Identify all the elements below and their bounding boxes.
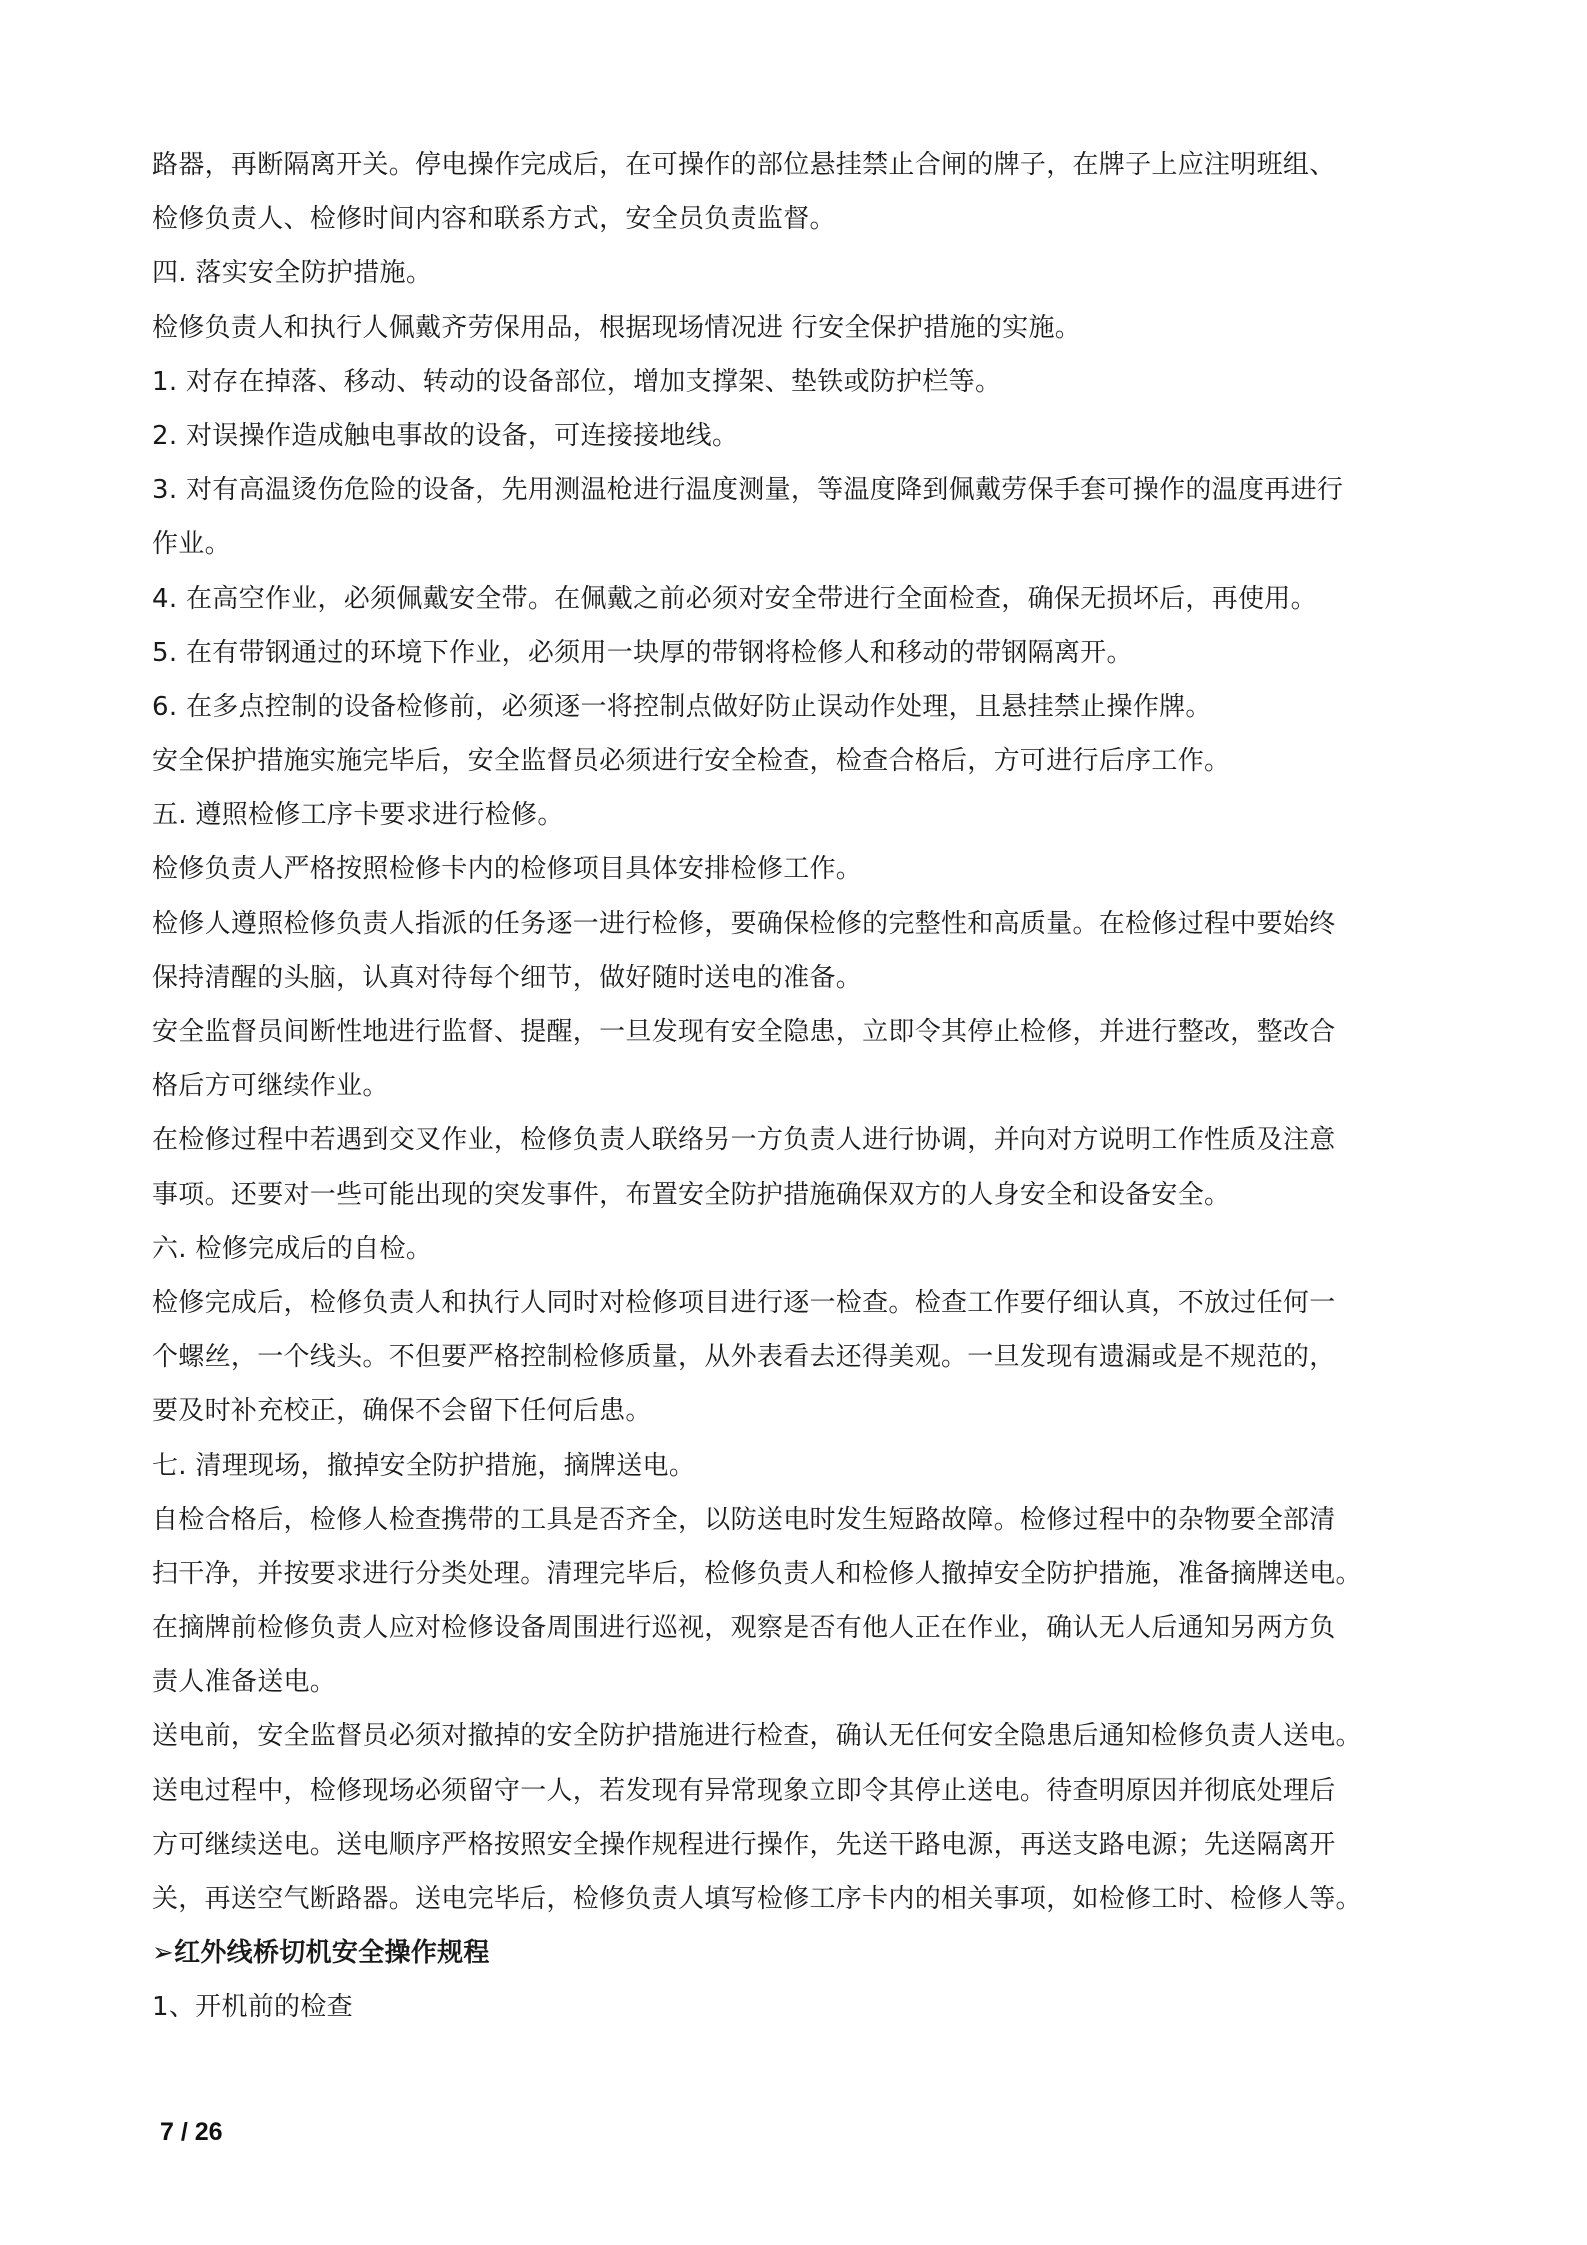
text-line-28: 在摘牌前检修负责人应对检修设备周围进行巡视，观察是否有他人正在作业，确认无人后通知另两方负: [152, 1613, 1336, 1644]
text-line-14: 检修负责人严格按照检修卡内的检修项目具体安排检修工作。: [152, 854, 863, 885]
text-line-17: 安全监督员间断性地进行监督、提醒，一旦发现有安全隐患，立即令其停止检修，并进行整改，整改合: [152, 1017, 1336, 1047]
text-line-12: 安全保护措施实施完毕后，安全监督员必须进行安全检查，检查合格后，方可进行后序工作。: [152, 746, 1231, 777]
text-line-33: 关，再送空气断路器。送电完毕后，检修负责人填写检修工序卡内的相关事项，如检修工时、检修人等。: [152, 1884, 1362, 1914]
text-line-15: 检修人遵照检修负责人指派的任务逐一进行检修，要确保检修的完整性和高质量。在检修过程中要始终: [152, 908, 1336, 939]
text-line-16: 保持清醒的头脑，认真对待每个细节，做好随时送电的准备。: [152, 962, 863, 993]
list-item-5: 5. 在有带钢通过的环境下作业，必须用一块厚的带钢将检修人和移动的带钢隔离开。: [152, 637, 1133, 668]
document-body: [152, 138, 1442, 2035]
text-line-2: 检修负责人、检修时间内容和联系方式，安全员负责监督。: [152, 204, 836, 235]
section-heading-5: 五. 遵照检修工序卡要求进行检修。: [152, 800, 564, 831]
page-number: 7 / 26: [160, 2118, 223, 2146]
text-line-1: 路器，再断隔离开关。停电操作完成后，在可操作的部位悬挂禁止合闸的牌子，在牌子上应注明班组、: [152, 150, 1336, 180]
section-heading-4: 四. 落实安全防护措施。: [152, 258, 433, 289]
chapter-heading: ➢红外线桥切机安全操作规程: [152, 1938, 490, 1969]
list-item-2: 2. 对误操作造成触电事故的设备，可连接接地线。: [152, 420, 739, 451]
text-line-32: 方可继续送电。送电顺序严格按照安全操作规程进行操作，先送干路电源，再送支路电源；先送隔离开: [152, 1829, 1336, 1860]
text-line-29: 责人准备送电。: [152, 1667, 337, 1698]
section-heading-6: 六. 检修完成后的自检。: [152, 1233, 433, 1264]
section-heading-7: 七. 清理现场，撤掉安全防护措施，摘牌送电。: [152, 1450, 696, 1481]
text-line-27: 扫干净，并按要求进行分类处理。清理完毕后，检修负责人和检修人撤掉安全防护措施，准备摘牌送电。: [152, 1558, 1362, 1589]
text-line-30: 送电前，安全监督员必须对撤掉的安全防护措施进行检查，确认无任何安全隐患后通知检修负责人送电。: [152, 1721, 1362, 1752]
text-line-4: 检修负责人和执行人佩戴齐劳保用品，根据现场情况进 行安全保护措施的实施。: [152, 312, 1082, 343]
text-line-19: 在检修过程中若遇到交叉作业，检修负责人联络另一方负责人进行协调，并向对方说明工作性质及注意: [152, 1125, 1336, 1156]
text-line-22: 检修完成后，检修负责人和执行人同时对检修项目进行逐一检查。检查工作要仔细认真，不放过任何一: [152, 1287, 1336, 1318]
list-item-1: 1. 对存在掉落、移动、转动的设备部位，增加支撑架、垫铁或防护栏等。: [152, 366, 1002, 397]
list-item-4: 4. 在高空作业，必须佩戴安全带。在佩戴之前必须对安全带进行全面检查，确保无损坏后，再使用。: [152, 583, 1317, 614]
list-item-3-cont: 作业。: [152, 529, 231, 560]
text-line-18: 格后方可继续作业。: [152, 1071, 389, 1102]
text-line-20: 事项。还要对一些可能出现的突发事件，布置安全防护措施确保双方的人身安全和设备安全。: [152, 1179, 1231, 1210]
text-line-23: 个螺丝，一个线头。不但要严格控制检修质量，从外表看去还得美观。一旦发现有遗漏或是不规范的，: [152, 1342, 1336, 1373]
text-line-24: 要及时补充校正，确保不会留下任何后患。: [152, 1396, 652, 1427]
text-line-31: 送电过程中，检修现场必须留守一人，若发现有异常现象立即令其停止送电。待查明原因并彻底处理后: [152, 1775, 1336, 1806]
list-item-3: 3. 对有高温烫伤危险的设备，先用测温枪进行温度测量，等温度降到佩戴劳保手套可操作的温度再进行: [152, 475, 1344, 506]
list-item-6: 6. 在多点控制的设备检修前，必须逐一将控制点做好防止误动作处理，且悬挂禁止操作牌。: [152, 691, 1212, 722]
subsection-heading: 1、开机前的检查: [152, 1992, 353, 2023]
text-line-26: 自检合格后，检修人检查携带的工具是否齐全，以防送电时发生短路故障。检修过程中的杂物要全部清: [152, 1504, 1336, 1535]
